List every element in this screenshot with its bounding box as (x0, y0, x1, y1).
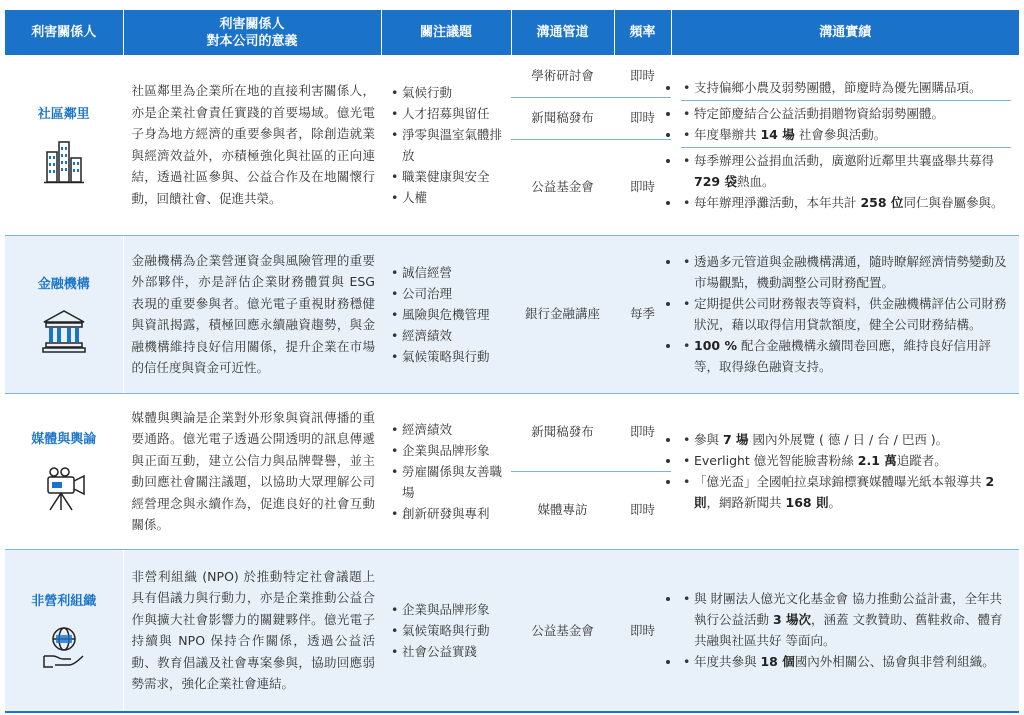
description-finance: 金融機構為企業營運資金與風險管理的重要外部夥伴，亦是評估企業財務體質與 ESG 表現的重要參與者。億光電子重視財務穩健與資訊揭露，積極回應永續融資趨勢，與金融機構維持良好信用關係，提升企業在市場的信任度與資金可近性。 (123, 235, 381, 393)
issue-item: • 經濟績效 (389, 325, 511, 346)
group-npo (5, 549, 123, 712)
issue-item: • 勞雇關係與友善職場 (389, 461, 511, 503)
header-practice: 溝通實績 (671, 10, 1019, 55)
frequency-community-2: 即時 (614, 97, 671, 139)
practice-item: • • 100 % 配合金融機構永續問卷回應，維持良好信用評等，取得綠色融資支持。 (681, 335, 1011, 377)
practice-community (671, 55, 1019, 235)
practice-item: • • 每年辦理淨灘活動，本年共計 258 位同仁與眷屬參與。 (681, 192, 1011, 213)
frequency-finance: 每季 (614, 235, 671, 393)
issues-finance (381, 235, 511, 393)
channel-media-1: 新聞稿發布 (511, 393, 614, 471)
frequency-media-2: 即時 (614, 471, 671, 549)
frequency-media-1: 即時 (614, 393, 671, 471)
practice-item: • • 年度舉辦共 14 場 社會參與活動。 (681, 124, 1011, 145)
row-finance (5, 235, 1019, 393)
practice-item: • • Everlight 億光智能臉書粉絲 2.1 萬追蹤者。 (681, 450, 1011, 471)
practice-item: • • 特定節慶結合公益活動捐贈物資給弱勢團體。 (681, 100, 1011, 124)
description-media: 媒體與輿論是企業對外形象與資訊傳播的重要通路。億光電子透過公開透明的訊息傳遞與正面互動，建立公信力與品牌聲譽，並主動回應社會關注議題，以協助大眾理解公司經營理念與永續作為，促進良好的社會互動關係。 (123, 393, 381, 549)
channel-media-2: 媒體專訪 (511, 471, 614, 549)
issue-item: • 經濟績效 (389, 419, 511, 440)
bank-building-icon (40, 308, 88, 354)
issue-item: • 企業與品牌形象 (389, 440, 511, 461)
practice-item: • • 參與 7 場 國內外展覽 ( 德 / 日 / 台 / 巴西 )。 (681, 429, 1011, 450)
issue-item: • 創新研發與專利 (389, 503, 511, 524)
group-finance (5, 235, 123, 393)
channel-community-2: 新聞稿發布 (511, 97, 614, 139)
group-name-finance: 金融機構 (37, 277, 90, 293)
practice-item: • • 「億光盃」全國帕拉桌球錦標賽媒體曝光紙本報導共 2 則，網路新聞共 168 則。 (681, 471, 1011, 513)
issue-item: • 人才招募與留任 (389, 103, 511, 124)
issue-item: • 風險與危機管理 (389, 304, 511, 325)
description-community: 社區鄰里為企業所在地的直接利害關係人，亦是企業社會責任實踐的首要場域。億光電子身為地方經濟的重要參與者，除創造就業與經濟效益外，亦積極強化與社區的正向連結，透過社區參與、公益合作及在地關懷行動，回饋社會、促進共榮。 (123, 55, 381, 235)
practice-finance (671, 235, 1019, 393)
practice-media (671, 393, 1019, 549)
globe-in-hand-icon (41, 624, 87, 670)
frequency-npo: 即時 (614, 549, 671, 712)
channel-community-1: 學術研討會 (511, 55, 614, 97)
channel-community-3: 公益基金會 (511, 139, 614, 235)
practice-npo (671, 549, 1019, 712)
frequency-community-1: 即時 (614, 55, 671, 97)
channel-finance: 銀行金融講座 (511, 235, 614, 393)
header-meaning (123, 10, 381, 55)
issue-item: • 社會公益實踐 (389, 641, 511, 662)
header-channels: 溝通管道 (511, 10, 614, 55)
group-media (5, 393, 123, 549)
practice-item: • • 年度共參與 18 個國內外相關公、協會與非營利組織。 (681, 651, 1011, 672)
group-name-npo: 非營利組織 (31, 593, 97, 609)
stakeholder-table (5, 10, 1019, 713)
practice-item: • • 定期提供公司財務報表等資料，供金融機構評估公司財務狀況，藉以取得信用貸款額度，健全公司財務結構。 (681, 293, 1011, 335)
header-frequency: 頻率 (614, 10, 671, 55)
issues-media (381, 393, 511, 549)
practice-item: • • 透過多元管道與金融機構溝通，隨時瞭解經濟情勢變動及市場觀點，機動調整公司財務配置。 (681, 251, 1011, 293)
issues-npo (381, 549, 511, 712)
issue-item: • 誠信經營 (389, 262, 511, 283)
video-camera-icon (40, 463, 88, 513)
group-name-community: 社區鄰里 (37, 107, 90, 122)
city-buildings-icon (42, 138, 86, 186)
issue-item: • 企業與品牌形象 (389, 599, 511, 620)
issue-item: • 公司治理 (389, 283, 511, 304)
row-npo (5, 549, 1019, 712)
practice-item: • • 支持偏鄉小農及弱勢團體，節慶時為優先團購品項。 (681, 77, 1011, 98)
issue-item: • 淨零與溫室氣體排放 (389, 124, 511, 166)
issue-item: • 氣候策略與行動 (389, 620, 511, 641)
row-media (5, 393, 1019, 471)
header-meaning-line1: 利害關係人 (219, 16, 285, 32)
group-name-media: 媒體與輿論 (31, 432, 97, 448)
group-community (5, 55, 123, 235)
issues-community (381, 55, 511, 235)
row-community (5, 55, 1019, 97)
header-issues: 關注議題 (381, 10, 511, 55)
issue-item: • 人權 (389, 187, 511, 208)
issue-item: • 氣候策略與行動 (389, 346, 511, 367)
header-row (5, 10, 1019, 55)
practice-item: • • 每季辦理公益捐血活動，廣邀附近鄰里共襄盛舉共募得 729 袋熱血。 (681, 147, 1011, 192)
header-stakeholder: 利害關係人 (5, 10, 123, 55)
description-npo: 非營利組織 (NPO) 於推動特定社會議題上具有倡議力與行動力，亦是企業推動公益合作與擴大社會影響力的關鍵夥伴。億光電子持續與 NPO 保持合作關係，透過公益活動、教育倡議及社會專案參與，協助回應弱勢需求，強化企業社會連結。 (123, 549, 381, 712)
practice-item: • • 與 財團法人億光文化基金會 協力推動公益計畫，全年共執行公益活動 3 場次，涵蓋 文教贊助、舊鞋救命、體育共融與社區共好 等面向。 (681, 588, 1011, 651)
issue-item: • 氣候行動 (389, 82, 511, 103)
issue-item: • 職業健康與安全 (389, 166, 511, 187)
frequency-community-3: 即時 (614, 139, 671, 235)
header-meaning-line2: 對本公司的意義 (206, 33, 298, 49)
channel-npo: 公益基金會 (511, 549, 614, 712)
